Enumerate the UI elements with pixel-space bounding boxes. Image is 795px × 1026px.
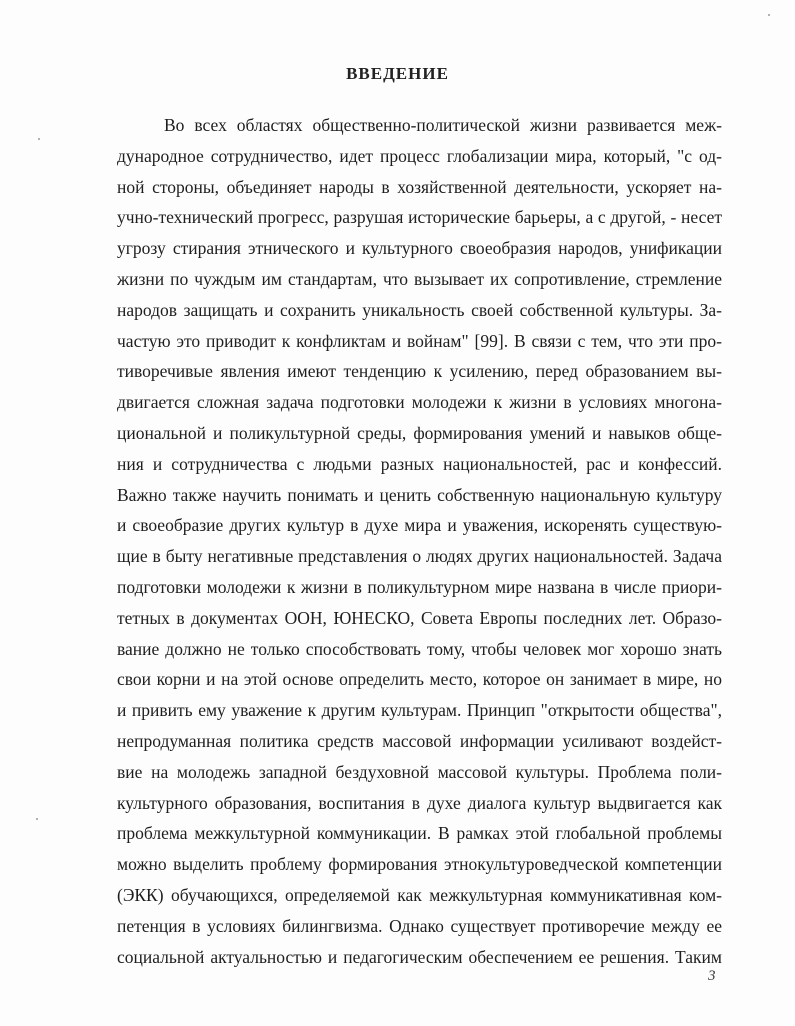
text-line: и своеобразие других культур в духе мира и уважения, искоренять существую- xyxy=(117,515,722,536)
text-line: свои корни и на этой основе определить место, которое он занимает в мире, но xyxy=(117,669,722,690)
text-line: непродуманная политика средств массовой информации усиливают воздейст- xyxy=(117,730,722,751)
text-line: культурного образования, воспитания в духе диалога культур выдвигается как xyxy=(117,792,722,813)
body-text xyxy=(117,110,722,972)
text-line: социальной актуальностью и педагогическим обеспечением ее решения. Таким xyxy=(117,946,722,967)
text-line: дународное сотрудничество, идет процесс глобализации мира, который, "с од- xyxy=(117,145,722,166)
text-line: учно-технический прогресс, разрушая исторические барьеры, а с другой, - несет xyxy=(117,207,722,228)
text-line: двигается сложная задача подготовки молодежи к жизни в условиях многона- xyxy=(117,392,722,413)
text-line: петенция в условиях билингвизма. Однако существует противоречие между ее xyxy=(117,915,722,936)
page-title: ВВЕДЕНИЕ xyxy=(346,64,449,83)
text-line: частую это приводит к конфликтам и войнам" [99]. В связи с тем, что эти про- xyxy=(117,330,722,351)
text-line: и привить ему уважение к другим культурам. Принцип "открытости общества", xyxy=(117,700,722,721)
text-line: вие на молодежь западной бездуховной массовой культуры. Проблема поли- xyxy=(117,761,722,782)
scan-speck xyxy=(36,818,38,820)
text-line: Во всех областях общественно-политической жизни развивается меж- xyxy=(164,115,722,135)
scan-speck xyxy=(768,14,770,16)
text-line: (ЭКК) обучающихся, определяемой как межкультурная коммуникативная ком- xyxy=(117,884,722,905)
text-line: ной стороны, объединяет народы в хозяйственной деятельности, ускоряет на- xyxy=(117,176,722,197)
scan-speck xyxy=(38,138,40,140)
text-line: проблема межкультурной коммуникации. В рамках этой глобальной проблемы xyxy=(117,823,722,844)
text-line: тиворечивые явления имеют тенденцию к усилению, перед образованием вы- xyxy=(117,361,722,382)
text-line: можно выделить проблему формирования этнокультуроведческой компетенции xyxy=(117,854,722,875)
text-line: ния и сотрудничества с людьми разных национальностей, рас и конфессий. xyxy=(117,453,722,474)
text-line: вание должно не только способствовать тому, чтобы человек мог хорошо знать xyxy=(117,638,722,659)
text-line: тетных в документах ООН, ЮНЕСКО, Совета Европы последних лет. Образо- xyxy=(117,607,722,628)
text-line: Важно также научить понимать и ценить собственную национальную культуру xyxy=(117,484,722,505)
page-number: 3 xyxy=(708,968,716,984)
text-line: угрозу стирания этнического и культурного своеобразия народов, унификации xyxy=(117,238,722,259)
text-line: подготовки молодежи к жизни в поликультурном мире названа в числе приори- xyxy=(117,576,722,597)
text-line: циональной и поликультурной среды, формирования умений и навыков обще- xyxy=(117,422,722,443)
text-line: народов защищать и сохранить уникальность своей собственной культуры. За- xyxy=(117,299,722,320)
text-line: жизни по чуждым им стандартам, что вызывает их сопротивление, стремление xyxy=(117,268,722,289)
text-line: щие в быту негативные представления о людях других национальностей. Задача xyxy=(117,546,722,567)
